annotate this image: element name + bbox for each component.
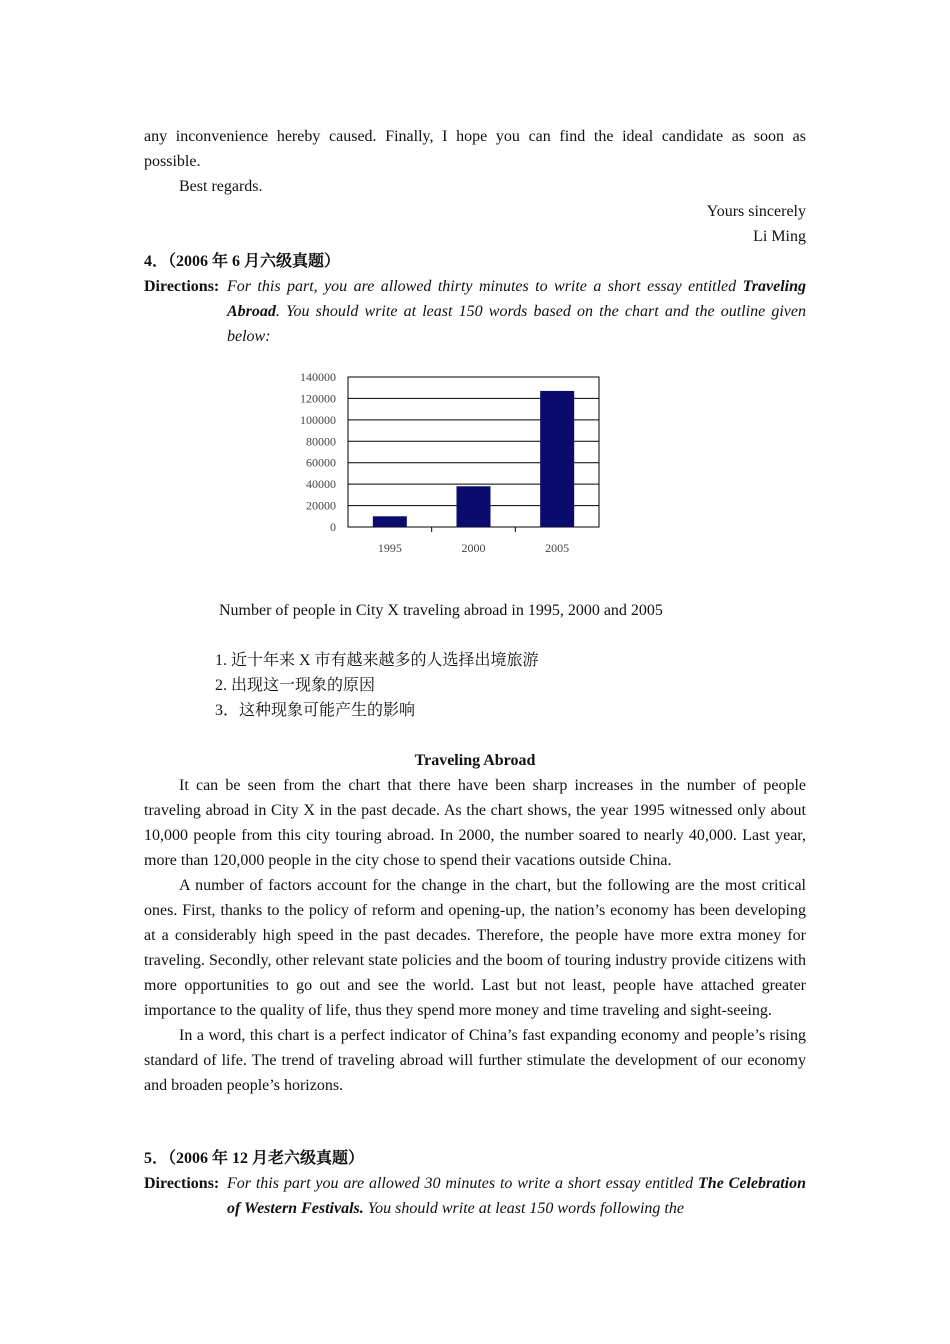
q5-directions-post: You should write at least 150 words following the [363, 1200, 684, 1217]
y-tick-label: 20000 [306, 498, 336, 513]
q5-directions-label: Directions: [144, 1175, 220, 1192]
bar-2000 [457, 486, 491, 527]
q5-directions-text [227, 1171, 806, 1221]
q5-directions [144, 1171, 806, 1221]
letter-regards: Best regards. [179, 178, 263, 195]
q4-directions-title: Traveling Abroad [227, 278, 806, 320]
y-tick-label: 60000 [306, 455, 336, 470]
q4-directions-post: . You should write at least 150 words based on the chart and the outline given below: [227, 303, 806, 345]
letter-closing: Yours sincerely [706, 203, 806, 220]
outline-item-1: 1. 近十年来 X 市有越来越多的人选择出境旅游 [215, 652, 539, 669]
x-tick-label: 1995 [377, 541, 402, 555]
y-tick-label: 0 [330, 520, 336, 534]
letter-para-line2: possible. [144, 153, 201, 170]
y-tick-label: 100000 [300, 412, 336, 427]
bar-2005 [540, 391, 574, 527]
q4-directions [144, 274, 806, 349]
model-essay [144, 748, 806, 1098]
essay-title: Traveling Abroad [414, 752, 536, 769]
q4-heading: 4．（2006 年 6 月六级真题） [144, 253, 341, 270]
outline-item-2: 2. 出现这一现象的原因 [215, 677, 376, 694]
bar-1995 [373, 516, 407, 527]
y-tick-label: 140000 [300, 370, 336, 384]
essay-paragraph-3: In a word, this chart is a perfect indicator of China’s fast expanding economy and people’s rising standard of life. The trend of traveling abroad will further stimulate the development of our economy and broaden people’s horizons. [144, 1027, 806, 1094]
letter-ending [144, 124, 806, 249]
letter-para-line1: any inconvenience hereby caused. Finally, I hope you can find the ideal candidate as soon as [144, 128, 806, 145]
outline-item-3: 3．这种现象可能产生的影响 [215, 702, 416, 719]
x-tick-label: 2000 [461, 541, 486, 555]
question-4 [144, 249, 806, 349]
q5-directions-title: The Celebration of Western Festivals. [227, 1175, 807, 1217]
essay-paragraph-1: It can be seen from the chart that there have been sharp increases in the number of people traveling abroad in City X in the past decade. As the chart shows, the year 1995 witnessed only about 10,000 people from this city touring abroad. In 2000, the number soared to nearly 40,000. Last year, more than 120,000 people in the city chose to spend their vacations outside China. [144, 777, 806, 869]
y-tick-label: 80000 [306, 434, 336, 449]
q4-directions-label: Directions: [144, 278, 220, 295]
essay-paragraph-2: A number of factors account for the change in the chart, but the following are the most critical ones. First, thanks to the policy of reform and opening-up, the nation’s economy has been developing at a considerably high speed in the past decades. Therefore, the people have more extra money for traveling. Secondly, other relevant state policies and the boom of touring industry provide citizens with more opportunities to go out and see the world. Last but not least, people have attached greater importance to the quality of life, thus they spend more money and time traveling and sight-seeing. [144, 877, 806, 1019]
y-tick-label: 120000 [300, 391, 336, 406]
q5-heading: 5．（2006 年 12 月老六级真题） [144, 1150, 365, 1167]
y-tick-label: 40000 [306, 477, 336, 492]
q4-directions-text [227, 274, 806, 349]
q5-directions-pre: For this part you are allowed 30 minutes to write a short essay entitled [227, 1175, 699, 1192]
bar-chart [280, 366, 620, 566]
chart-caption: Number of people in City X traveling abroad in 1995, 2000 and 2005 [219, 602, 663, 619]
x-tick-label: 2005 [545, 541, 570, 555]
q4-directions-pre: For this part, you are allowed thirty minutes to write a short essay entitled [227, 278, 743, 295]
question-5 [144, 1146, 806, 1221]
letter-signature: Li Ming [753, 228, 806, 245]
q4-outline [215, 648, 539, 723]
